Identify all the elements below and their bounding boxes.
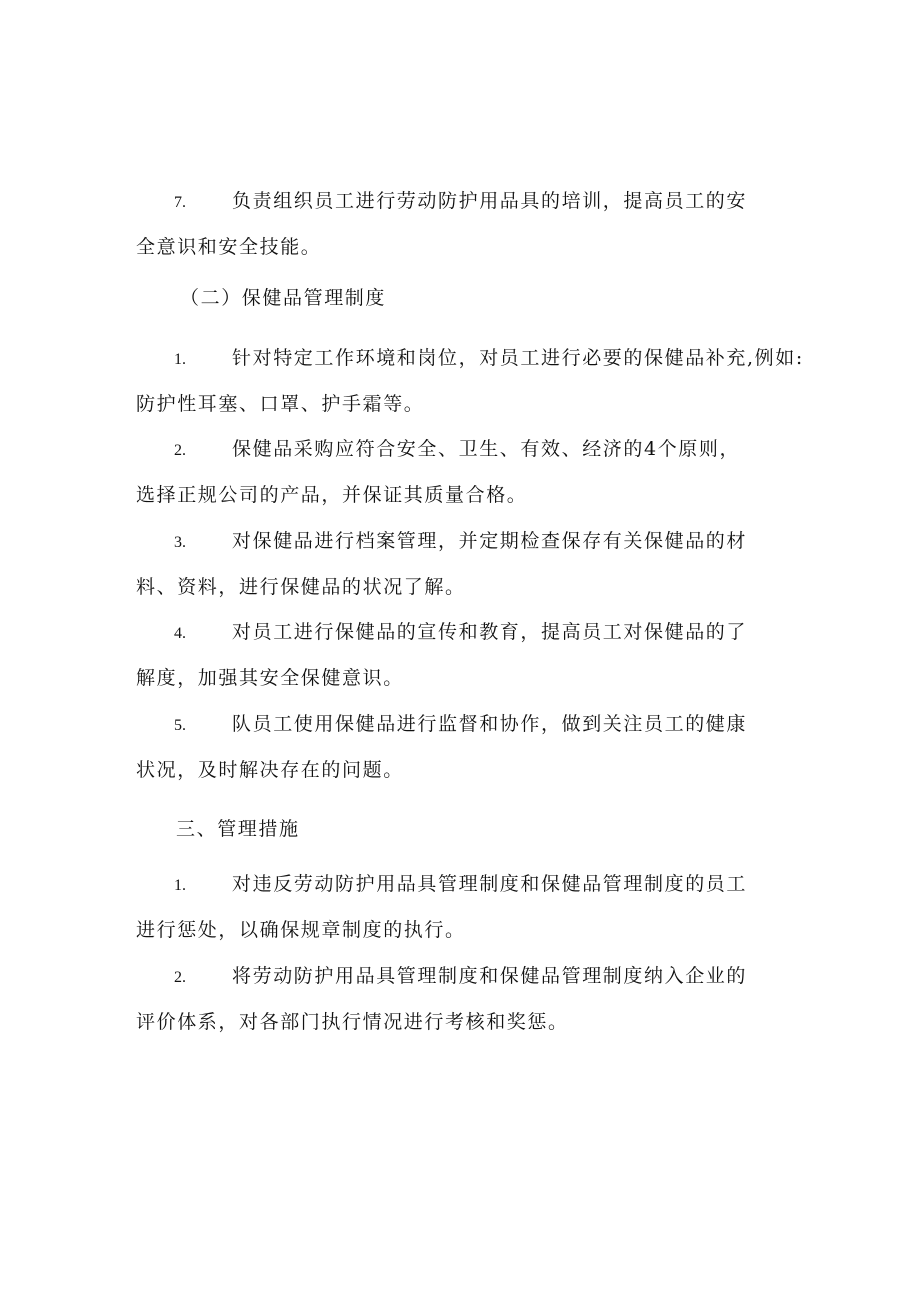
paragraph-line-1 bbox=[136, 179, 826, 225]
paragraph-line-2: 全意识和安全技能。 bbox=[136, 236, 322, 258]
paragraph-line-1 bbox=[136, 336, 826, 382]
item-text: 对员工进行保健品的宣传和教育，提高员工对保健品的了 bbox=[232, 621, 748, 643]
item-text: 针对特定工作环境和岗位，对员工进行必要的保健品补充,例如: bbox=[232, 347, 804, 369]
item-text: 负责组织员工进行劳动防护用品具的培训，提高员工的安 bbox=[232, 190, 748, 212]
item-number: 3. bbox=[174, 534, 186, 551]
paragraph-health-item-3 bbox=[136, 519, 826, 610]
item-number: 7. bbox=[174, 194, 186, 211]
paragraph-measure-item-1 bbox=[136, 862, 826, 953]
paragraph-line-1 bbox=[136, 610, 826, 656]
section-heading-health-products: （二）保健品管理制度 bbox=[180, 287, 387, 309]
item-text: 对保健品进行档案管理，并定期检查保存有关保健品的材 bbox=[232, 530, 748, 552]
paragraph-health-item-5 bbox=[136, 702, 826, 793]
paragraph-health-item-1 bbox=[136, 336, 826, 427]
paragraph-line-2: 解度，加强其安全保健意识。 bbox=[136, 667, 404, 689]
item-text: 对违反劳动防护用品具管理制度和保健品管理制度的员工 bbox=[232, 873, 748, 895]
paragraph-line-1 bbox=[136, 702, 826, 748]
paragraph-line-1 bbox=[136, 954, 826, 1000]
item-number: 2. bbox=[174, 969, 186, 986]
item-text: 保健品采购应符合安全、卫生、有效、经济的4个原则， bbox=[232, 438, 741, 460]
item-text: 将劳动防护用品具管理制度和保健品管理制度纳入企业的 bbox=[232, 965, 748, 987]
section-heading-management-measures: 三、管理措施 bbox=[176, 818, 300, 840]
paragraph-line-2: 防护性耳塞、口罩、护手霜等。 bbox=[136, 393, 425, 415]
paragraph-health-item-2 bbox=[136, 427, 826, 518]
paragraph-line-2: 选择正规公司的产品，并保证其质量合格。 bbox=[136, 484, 528, 506]
item-number: 1. bbox=[174, 351, 186, 368]
item-number: 4. bbox=[174, 625, 186, 642]
item-number: 1. bbox=[174, 877, 186, 894]
item-text: 队员工使用保健品进行监督和协作，做到关注员工的健康 bbox=[232, 713, 748, 735]
paragraph-line-1 bbox=[136, 427, 826, 473]
item-number: 5. bbox=[174, 717, 186, 734]
paragraph-line-2: 评价体系，对各部门执行情况进行考核和奖惩。 bbox=[136, 1011, 569, 1033]
item-number: 2. bbox=[174, 442, 186, 459]
paragraph-measure-item-2 bbox=[136, 954, 826, 1045]
paragraph-line-2: 进行惩处，以确保规章制度的执行。 bbox=[136, 919, 466, 941]
paragraph-health-item-4 bbox=[136, 610, 826, 701]
paragraph-line-2: 料、资料，进行保健品的状况了解。 bbox=[136, 576, 466, 598]
paragraph-line-1 bbox=[136, 519, 826, 565]
paragraph-item-7 bbox=[136, 179, 826, 270]
paragraph-line-2: 状况，及时解决存在的问题。 bbox=[136, 759, 404, 781]
paragraph-line-1 bbox=[136, 862, 826, 908]
